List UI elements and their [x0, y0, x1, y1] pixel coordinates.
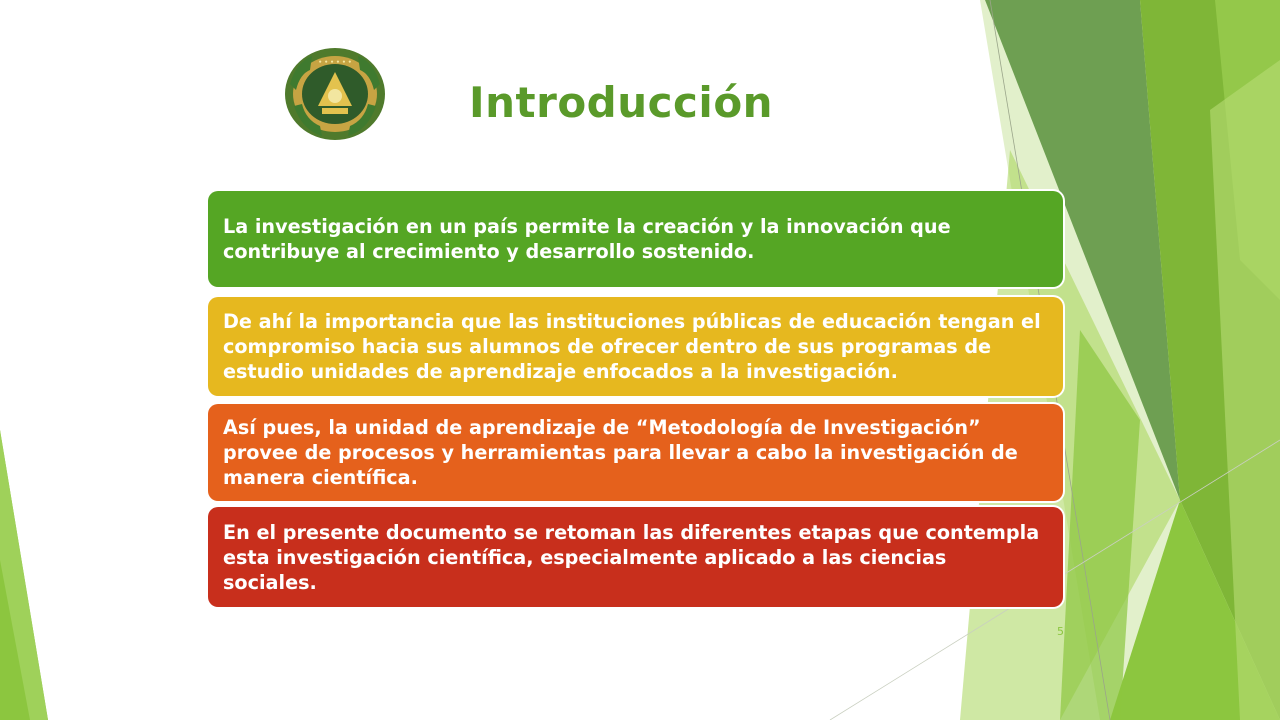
content-block-4: [208, 507, 1063, 607]
svg-text:• • • • • •: • • • • • •: [318, 59, 352, 66]
content-block-1: [208, 191, 1063, 287]
content-block-2: [208, 297, 1063, 396]
content-block-text: De ahí la importancia que las instituciones públicas de educación tengan el compromiso hacia sus alumnos de ofrecer dentro de sus programas de estudio unidades de aprendizaje enfocados a la investigación.: [223, 310, 1041, 383]
content-block-text: En el presente documento se retoman las diferentes etapas que contempla esta investigación científica, especialmente aplicado a las ciencias sociales.: [223, 520, 1040, 594]
content-block-text: Así pues, la unidad de aprendizaje de “Metodología de Investigación” provee de procesos y herramientas para llevar a cabo la investigación de manera científica.: [223, 416, 1018, 489]
slide-title: Introducción: [469, 78, 774, 127]
slide-number: 5: [1057, 625, 1064, 638]
content-block-text: La investigación en un país permite la creación y la innovación que contribuye al crecimiento y desarrollo sostenido.: [223, 215, 951, 263]
content-block-3: [208, 404, 1063, 501]
university-seal-icon: [282, 44, 388, 144]
